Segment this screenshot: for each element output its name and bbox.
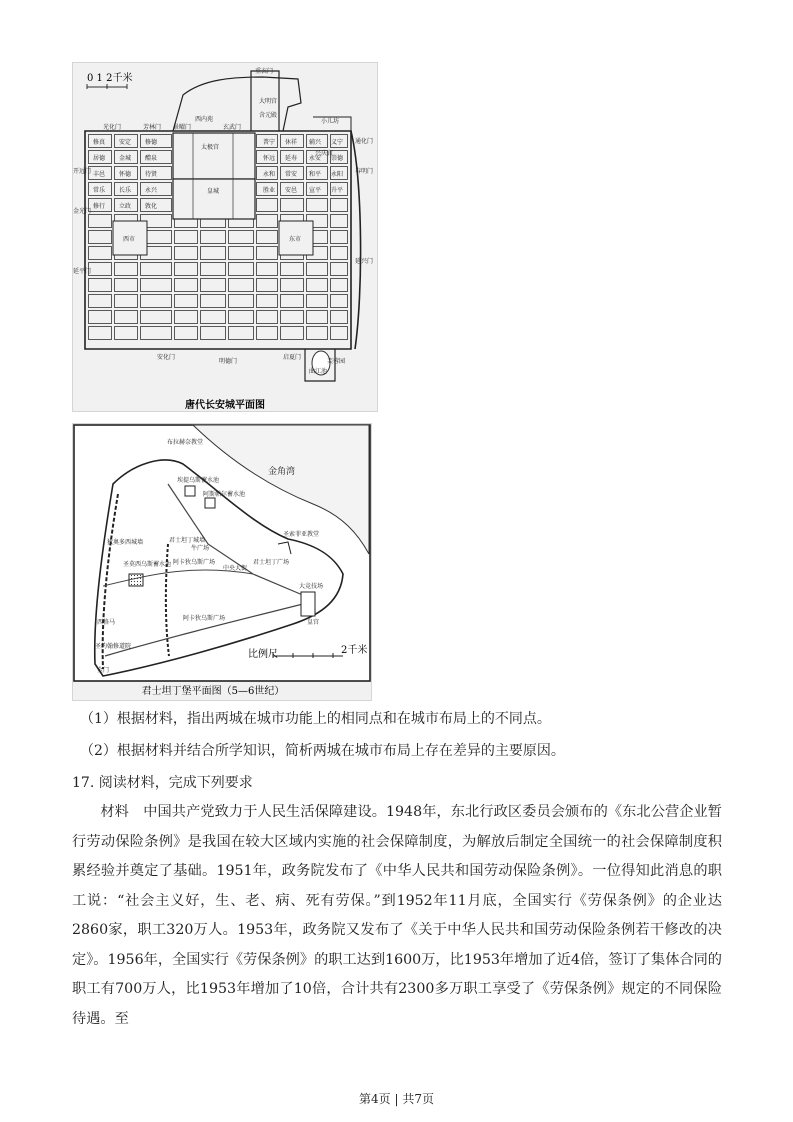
- market-label: 东市: [289, 236, 302, 243]
- constantinople-map: [73, 424, 371, 700]
- ward-block: [331, 295, 348, 308]
- ward-label: 义宁: [331, 139, 344, 146]
- ward-label: 永兴: [145, 187, 158, 194]
- place-label: 圣莫西乌斯蓄水池: [123, 561, 172, 568]
- ward-block: [89, 231, 112, 244]
- ward-block: [89, 311, 112, 324]
- market-label: 西市: [123, 236, 136, 243]
- ward-block: [307, 311, 328, 324]
- ward-label: 升平: [331, 187, 344, 194]
- ward-block: [257, 311, 278, 324]
- ward-block: [331, 231, 348, 244]
- place-label: 西格马: [97, 619, 116, 626]
- ward-block: [307, 263, 328, 276]
- changan-map: [73, 63, 377, 411]
- ward-block: [331, 247, 348, 260]
- ward-block: [257, 199, 278, 212]
- page-footer: 第4页 | 共7页: [359, 1092, 434, 1106]
- ward-label: 永安: [309, 155, 322, 162]
- gate-label: 金光门: [73, 208, 92, 215]
- place-label: 大竞技场: [299, 583, 324, 590]
- palace-city: [173, 133, 255, 179]
- ward-block: [281, 295, 304, 308]
- place-label: 金门: [97, 667, 110, 674]
- q17-material: 材料 中国共产党致力于人民生活保障建设。1948年，东北行政区委员会颁布的《东北公营企业暂行劳动保险条例》是我国在较大区域内实施的社会保障制度，为解放后制定全国统一的社会保障制度积累经验并奠定了基础。1951年，政务院发布了《中华人民共和国劳动保险条例》。一位得知此消息的职工说：“社会主义好，生、老、病、死有劳保。”到1952年11月底，全国实行《劳保条例》的企业达2860家，职工320万人。1953年，政务院又发布了《关于中华人民共和国劳动保险条例若干修改的决定》。1956年，全国实行《劳保条例》的职工达到1600万，比1953年增加了近4倍，签订了集体合同的职工有700万人，比1953年增加了10倍，合计共有2300多万职工享受了《劳保条例》规定的不同保险待遇。至: [72, 804, 722, 1027]
- ward-label: 怀远: [263, 155, 276, 162]
- ward-block: [115, 279, 138, 292]
- ward-label: 丰邑: [93, 171, 106, 178]
- gate-label: 通化门: [355, 138, 374, 145]
- gate-label: 春明门: [355, 168, 374, 175]
- place-label: 圣索菲亚教堂: [283, 531, 320, 538]
- ward-block: [141, 295, 172, 308]
- ward-block: [281, 263, 304, 276]
- question-1: （1）根据材料，指出两城在城市功能上的相同点和在城市布局上的不同点。: [80, 711, 551, 727]
- changan-map-figure: [72, 62, 378, 412]
- ward-block: [307, 295, 328, 308]
- ward-label: 怀德: [119, 171, 132, 178]
- palace-label: 曲江池: [309, 368, 328, 375]
- ward-block: [229, 263, 254, 276]
- ward-block: [229, 295, 254, 308]
- ward-block: [331, 279, 348, 292]
- ward-block: [331, 215, 348, 228]
- ward-block: [307, 199, 328, 212]
- ward-block: [175, 231, 198, 244]
- ward-label: 修真: [93, 139, 106, 146]
- place-label: 阿斯帕尔蓄水池: [203, 491, 246, 498]
- q17-title: 17. 阅读材料，完成下列要求: [72, 775, 253, 791]
- ward-block: [257, 327, 278, 340]
- ward-block: [331, 327, 348, 340]
- palace-label: 玄武门: [223, 124, 242, 131]
- ward-label: 敦化: [145, 203, 158, 210]
- ward-block: [201, 279, 226, 292]
- constantinople-caption: 君士坦丁堡平面图（5—6世纪）: [141, 686, 285, 697]
- ward-block: [229, 311, 254, 324]
- gate-label: 延平门: [73, 268, 92, 275]
- q17-material-block: [72, 798, 722, 1034]
- ward-block: [201, 327, 226, 340]
- ward-label: 延寿: [285, 155, 298, 162]
- ward-block: [331, 263, 348, 276]
- ward-block: [281, 327, 304, 340]
- ward-block: [201, 295, 226, 308]
- ward-block: [257, 295, 278, 308]
- ward-label: 待贤: [145, 171, 158, 178]
- ward-block: [201, 311, 226, 324]
- palace-label: 芙蓉园: [327, 358, 346, 365]
- place-label: 圣约翰修道院: [95, 643, 132, 650]
- palace-label: 重玄门: [255, 68, 274, 75]
- ward-block: [115, 311, 138, 324]
- gate-label: 启夏门: [283, 354, 302, 361]
- ward-block: [201, 231, 226, 244]
- constantinople-map-figure: [72, 423, 372, 701]
- gate-label: 安化门: [157, 354, 176, 361]
- ward-block: [281, 279, 304, 292]
- ward-block: [229, 327, 254, 340]
- ward-label: 辅兴: [309, 139, 322, 146]
- ward-block: [89, 247, 112, 260]
- ward-label: 永和: [263, 171, 276, 178]
- ward-label: 居德: [93, 155, 106, 162]
- ward-block: [257, 263, 278, 276]
- ward-block: [141, 279, 172, 292]
- place-label: 阿卡狄乌斯广场: [183, 615, 226, 622]
- ward-block: [115, 263, 138, 276]
- palace-label: 大明宫: [259, 98, 278, 105]
- palace-label: 小儿坊: [321, 118, 340, 125]
- ward-label: 安邑: [285, 187, 298, 194]
- changan-scale-label: 0 1 2千米: [87, 73, 133, 84]
- ward-label: 常安: [285, 171, 298, 178]
- palace-label: 西内苑: [195, 116, 214, 123]
- ward-label: 胜业: [263, 187, 276, 194]
- place-label: 皇宫: [307, 619, 320, 626]
- ward-label: 永阳: [331, 171, 344, 178]
- sea-label: 金角湾: [268, 467, 296, 477]
- ward-label: 醴泉: [145, 155, 158, 162]
- ward-block: [115, 295, 138, 308]
- ward-block: [201, 263, 226, 276]
- ward-block: [89, 279, 112, 292]
- ward-block: [331, 311, 348, 324]
- ward-block: [201, 247, 226, 260]
- ward-block: [141, 327, 172, 340]
- ward-block: [175, 311, 198, 324]
- ward-label: 长乐: [119, 187, 132, 194]
- question-2: （2）根据材料并结合所学知识，简析两城在城市布局上存在差异的主要原因。: [80, 743, 565, 759]
- ward-block: [257, 279, 278, 292]
- ward-label: 修德: [145, 139, 158, 146]
- ward-label: 修行: [93, 203, 106, 210]
- palace-label: 含元殿: [259, 112, 278, 119]
- ward-block: [175, 295, 198, 308]
- place-label: 君士坦丁城墙: [169, 537, 206, 544]
- ward-block: [175, 327, 198, 340]
- palace-label: 兴庆宫: [315, 150, 334, 157]
- ward-block: [175, 247, 198, 260]
- place-label: 狄奥多西城墙: [107, 539, 144, 546]
- changan-caption: 唐代长安城平面图: [185, 400, 265, 411]
- ward-block: [307, 327, 328, 340]
- place-label: 布拉赫奈教堂: [167, 439, 204, 446]
- gate-label: 芳林门: [143, 124, 162, 131]
- ward-label: 宣平: [309, 187, 322, 194]
- place-label: 牛广场: [191, 545, 210, 552]
- ward-block: [229, 279, 254, 292]
- gate-label: 光化门: [103, 124, 122, 131]
- ward-block: [307, 279, 328, 292]
- ward-block: [257, 215, 278, 228]
- ward-block: [175, 279, 198, 292]
- place-label: 君士坦丁广场: [253, 559, 290, 566]
- ward-block: [115, 327, 138, 340]
- ward-block: [141, 263, 172, 276]
- ward-block: [89, 327, 112, 340]
- gate-label: 延兴门: [355, 258, 374, 265]
- ward-block: [257, 231, 278, 244]
- ward-block: [229, 247, 254, 260]
- ward-label: 普宁: [263, 139, 276, 146]
- imperial-city: [173, 179, 255, 219]
- gate-label: 景曜门: [173, 124, 192, 131]
- ward-block: [141, 311, 172, 324]
- place-label: 中央大街: [223, 565, 248, 572]
- ward-block: [89, 215, 112, 228]
- ward-label: 休祥: [285, 139, 298, 146]
- ward-label: 和平: [309, 171, 322, 178]
- place-label: 埃提乌斯蓄水池: [177, 477, 220, 484]
- ward-block: [175, 263, 198, 276]
- ward-block: [281, 199, 304, 212]
- palace-label: 皇城: [207, 188, 220, 195]
- const-scale-value: 2千米: [341, 645, 368, 656]
- gate-label: 明德门: [219, 358, 238, 365]
- ward-label: 立政: [119, 203, 132, 210]
- ward-block: [331, 199, 348, 212]
- ward-block: [229, 231, 254, 244]
- ward-label: 常乐: [93, 187, 106, 194]
- ward-label: 金城: [119, 155, 132, 162]
- ward-block: [281, 311, 304, 324]
- ward-block: [89, 263, 112, 276]
- const-scale-label: 比例尺: [248, 649, 278, 660]
- gate-label: 开远门: [73, 168, 92, 175]
- ward-label: 崇德: [331, 155, 344, 162]
- palace-label: 太极宫: [201, 144, 220, 151]
- place-label: 阿卡狄乌斯广场: [173, 559, 216, 566]
- ward-block: [257, 247, 278, 260]
- ward-label: 安定: [119, 139, 132, 146]
- ward-block: [89, 295, 112, 308]
